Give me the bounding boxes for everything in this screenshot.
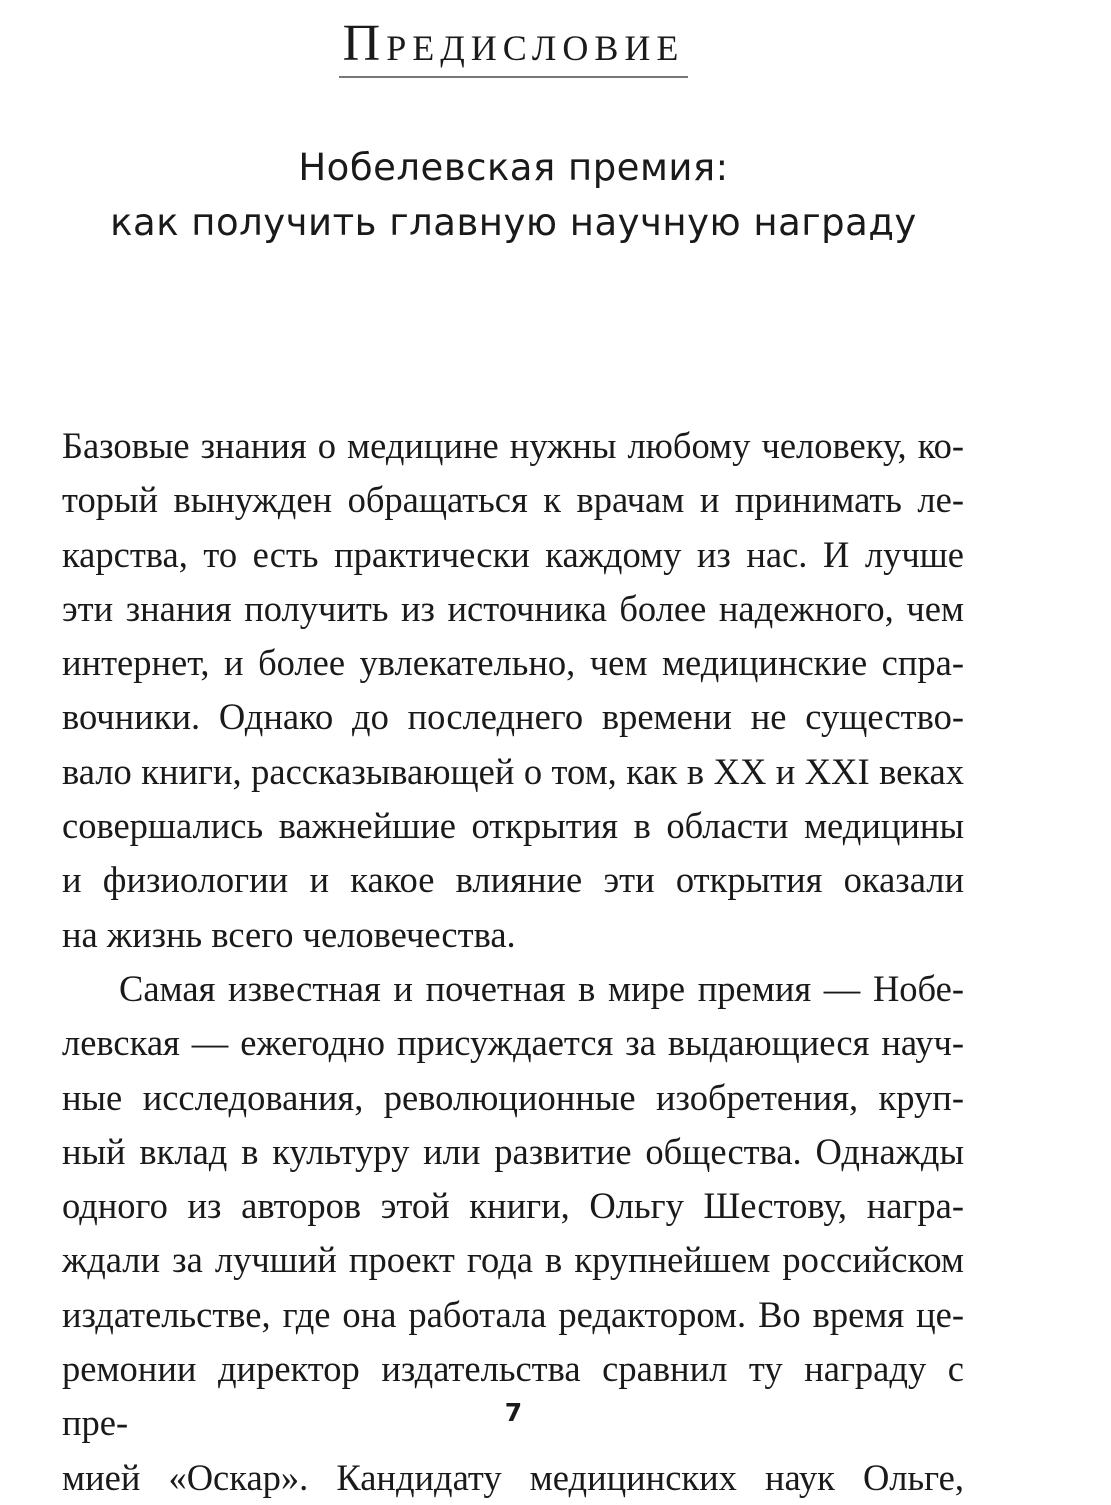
- subtitle-line-1: Нобелевская премия:: [298, 146, 729, 189]
- text-line: и физиологии и какое влияние эти открытия оказали: [62, 859, 964, 901]
- text-line: торый вынужден обращаться к врачам и принимать ле-: [62, 479, 964, 521]
- text-line: мией «Оскар». Кандидату медицинских наук Ольге,: [62, 1456, 964, 1498]
- text-line: вало книги, рассказывающей о том, как в XX и XXI веках: [62, 750, 964, 792]
- text-line: издательстве, где она работала редактором. Во время це-: [62, 1293, 964, 1335]
- section-header: [0, 15, 1027, 78]
- text-line: на жизнь всего человечества.: [62, 913, 516, 955]
- section-title: Предисловие: [339, 18, 689, 78]
- chapter-subtitle: [0, 140, 1027, 250]
- text-line: Самая известная и почетная в мире премия — Нобе-: [119, 967, 964, 1009]
- subtitle-line-2: как получить главную научную награду: [110, 201, 917, 244]
- text-line: совершались важнейшие открытия в области медицины: [62, 805, 964, 847]
- body-text: [62, 419, 964, 1505]
- text-line: левская — ежегодно присуждается за выдающиеся науч-: [62, 1022, 964, 1064]
- page-number: 7: [504, 1398, 523, 1427]
- text-line: интернет, и более увлекательно, чем медицинские спра-: [62, 642, 964, 684]
- text-line: ждали за лучший проект года в крупнейшем российском: [62, 1239, 964, 1281]
- text-line: ные исследования, революционные изобретения, круп-: [62, 1076, 964, 1118]
- text-line: ремонии директор издательства сравнил ту награду с пре-: [62, 1348, 964, 1444]
- text-line: карства, то есть практически каждому из нас. И лучше: [62, 533, 964, 575]
- text-line: вочники. Однако до последнего времени не существо-: [62, 696, 964, 738]
- text-line: одного из авторов этой книги, Ольгу Шестову, награ-: [62, 1185, 964, 1227]
- text-line: эти знания получить из источника более надежного, чем: [62, 587, 964, 629]
- text-line: ный вклад в культуру или развитие общества. Однажды: [62, 1130, 964, 1172]
- text-line: Базовые знания о медицине нужны любому человеку, ко-: [62, 425, 964, 466]
